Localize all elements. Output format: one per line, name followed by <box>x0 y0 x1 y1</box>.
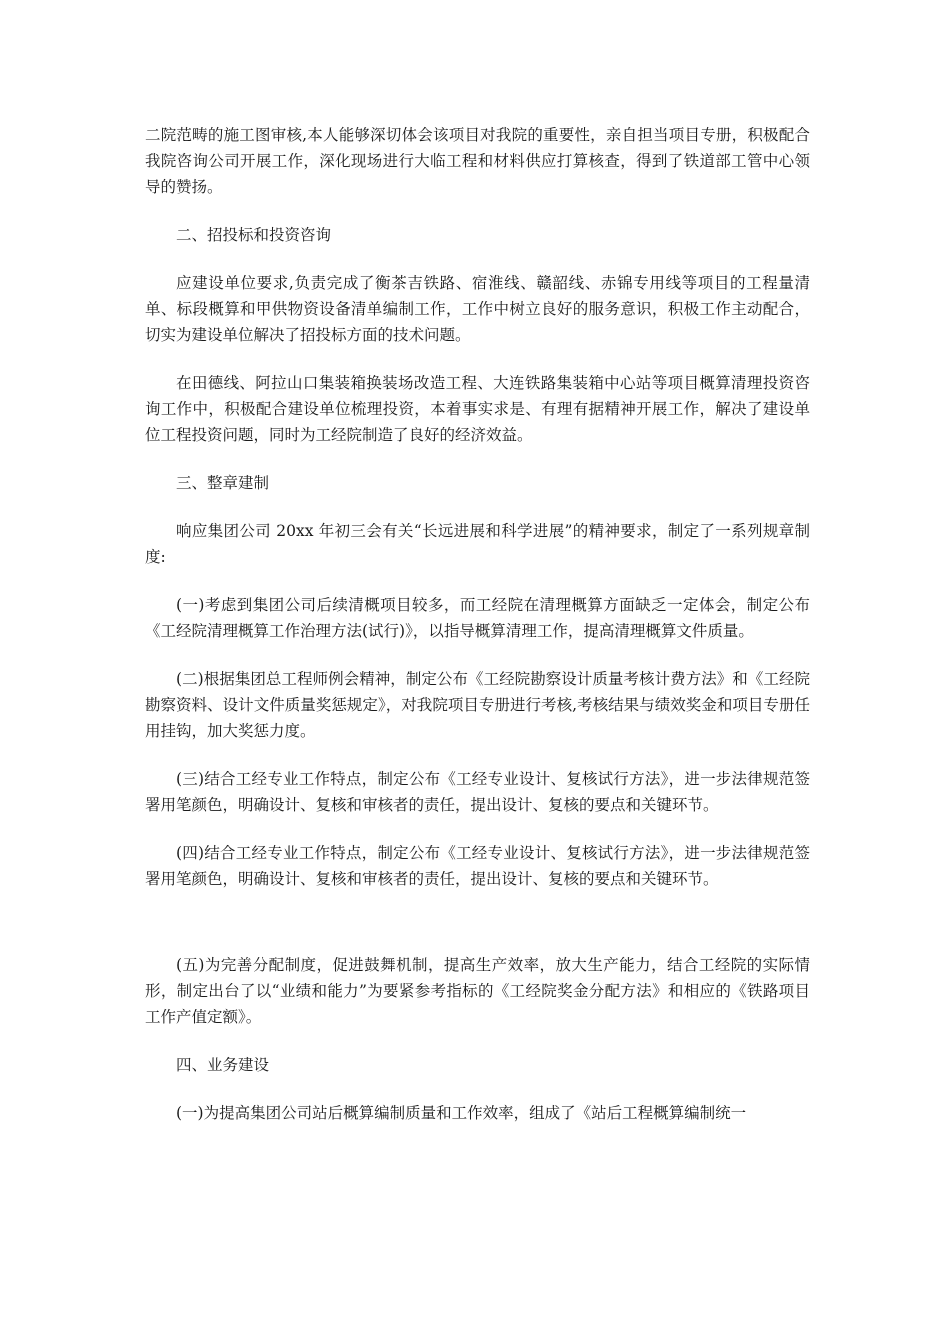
section-heading-bidding: 二、招投标和投资咨询 <box>176 226 332 244</box>
paragraph-business-1: (一)为提高集团公司站后概算编制质量和工作效率，组成了《站后工程概算编制统一 <box>176 1104 747 1122</box>
section-heading-business: 四、业务建设 <box>176 1056 270 1074</box>
document-body <box>145 122 810 1148</box>
paragraph-regulation-5: (五)为完善分配制度，促进鼓舞机制，提高生产效率，放大生产能力，结合工经院的实际情形，制定出台了以“业绩和能力”为要紧参考指标的《工经院奖金分配方法》和相应的《铁路项目工作产值定额》。 <box>145 956 810 1026</box>
paragraph-regulation-4: (四)结合工经专业工作特点，制定公布《工经专业设计、复核试行方法》，进一步法律规范签署用笔颜色，明确设计、复核和审核者的责任，提出设计、复核的要点和关键环节。 <box>145 844 810 888</box>
blank-gap <box>145 914 810 952</box>
paragraph-regulations-intro: 响应集团公司 20xx 年初三会有关“长远进展和科学进展”的精神要求，制定了一系列规章制度: <box>145 522 810 566</box>
paragraph-bidding-2: 在田德线、阿拉山口集装箱换装场改造工程、大连铁路集装箱中心站等项目概算清理投资咨询工作中，积极配合建设单位梳理投资，本着事实求是、有理有据精神开展工作，解决了建设单位工程投资问题，同时为工经院制造了良好的经济效益。 <box>145 374 810 444</box>
paragraph-intro-continuation: 二院范畴的施工图审核,本人能够深切体会该项目对我院的重要性，亲自担当项目专册，积极配合我院咨询公司开展工作，深化现场进行大临工程和材料供应打算核查，得到了铁道部工管中心领导的赞扬。 <box>145 126 810 196</box>
paragraph-bidding-1: 应建设单位要求,负责完成了衡茶吉铁路、宿淮线、赣韶线、赤锦专用线等项目的工程量清单、标段概算和甲供物资设备清单编制工作，工作中树立良好的服务意识，积极工作主动配合，切实为建设单位解决了招投标方面的技术问题。 <box>145 274 810 344</box>
paragraph-regulation-2: (二)根据集团总工程师例会精神，制定公布《工经院勘察设计质量考核计费方法》和《工经院勘察资料、设计文件质量奖惩规定》，对我院项目专册进行考核,考核结果与绩效奖金和项目专册任用挂钩，加大奖惩力度。 <box>145 670 810 740</box>
paragraph-regulation-3: (三)结合工经专业工作特点，制定公布《工经专业设计、复核试行方法》，进一步法律规范签署用笔颜色，明确设计、复核和审核者的责任，提出设计、复核的要点和关键环节。 <box>145 770 810 814</box>
section-heading-regulations: 三、整章建制 <box>176 474 270 492</box>
paragraph-regulation-1: (一)考虑到集团公司后续清概项目较多，而工经院在清理概算方面缺乏一定体会，制定公布《工经院清理概算工作治理方法(试行)》，以指导概算清理工作，提高清理概算文件质量。 <box>145 596 810 640</box>
